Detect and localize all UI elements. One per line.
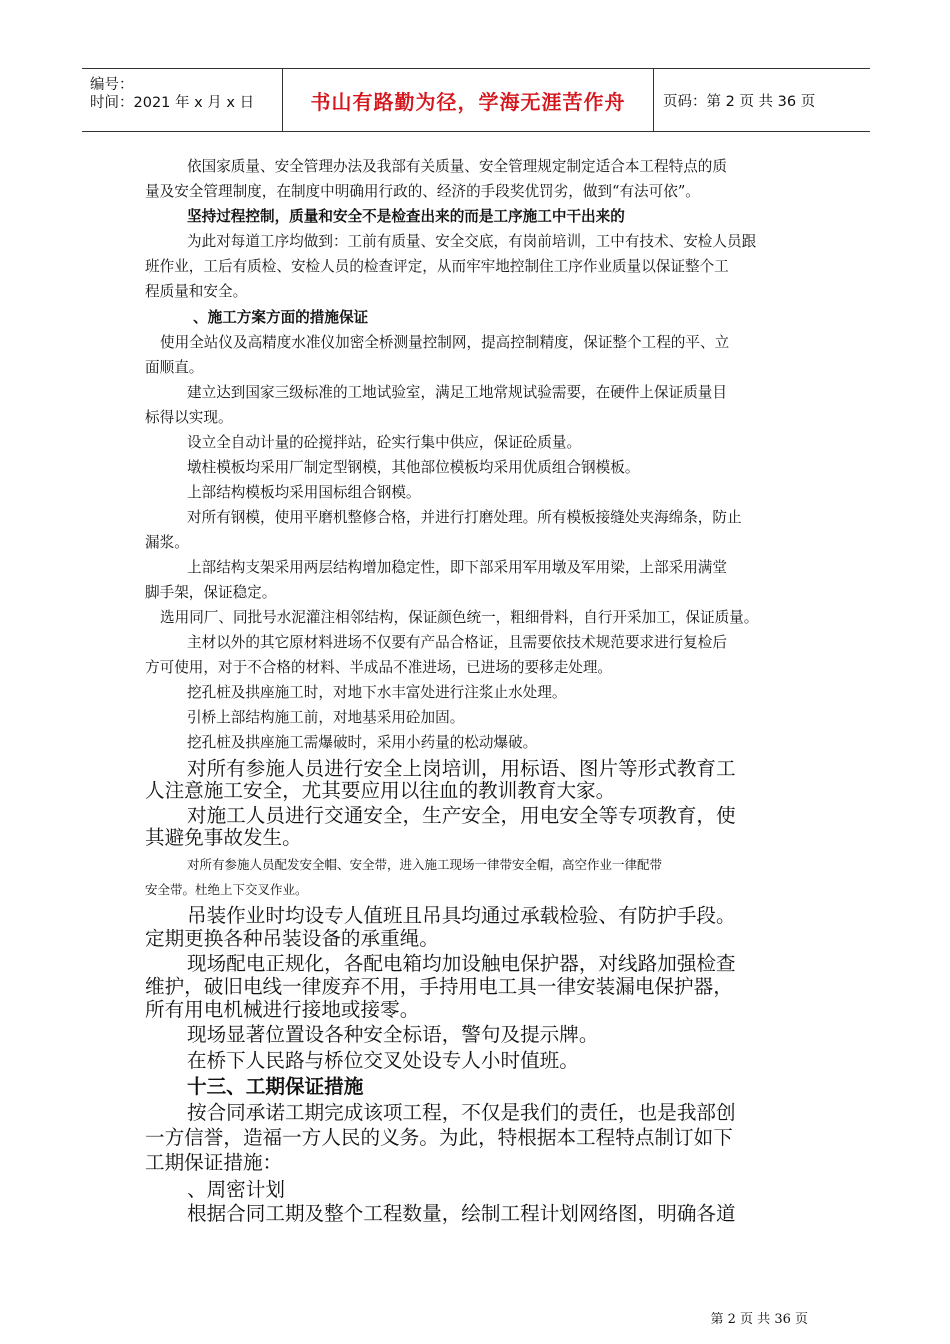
body-line: 标得以实现。 [145, 409, 233, 426]
body-line-large: 所有用电机械进行接地或接零。 [145, 998, 420, 1021]
body-line-large: 人注意施工安全，尤其要应用以往血的教训教育大家。 [145, 779, 616, 802]
chapter-heading: 十三、工期保证措施 [187, 1075, 364, 1098]
header-page-number: 页码：第 2 页 共 36 页 [663, 93, 816, 110]
body-line-large: 对所有参施人员进行安全上岗培训，用标语、图片等形式教育工 [187, 757, 736, 780]
body-line: 挖孔桩及拱座施工需爆破时，采用小药量的松动爆破。 [187, 734, 538, 751]
body-line: 对所有钢模，使用平磨机整修合格，并进行打磨处理。所有模板接缝处夹海绵条，防止 [187, 509, 742, 526]
section-heading: 坚持过程控制，质量和安全不是检查出来的而是工序施工中干出来的 [187, 208, 625, 225]
body-line: 选用同厂、同批号水泥灌注相邻结构，保证颜色统一，粗细骨料，自行开采加工，保证质量。 [160, 609, 759, 626]
body-line-large: 根据合同工期及整个工程数量，绘制工程计划网络图，明确各道 [187, 1202, 736, 1225]
page-header [82, 68, 870, 132]
header-motto-cell [282, 69, 654, 131]
body-line-large: 现场显著位置设各种安全标语，警句及提示牌。 [187, 1023, 599, 1046]
body-line: 上部结构支架采用两层结构增加稳定性，即下部采用军用墩及军用梁，上部采用满堂 [187, 559, 727, 576]
body-line: 为此对每道工序均做到：工前有质量、安全交底，有岗前培训，工中有技术、安检人员跟 [187, 233, 757, 250]
body-line-large: 对施工人员进行交通安全，生产安全，用电安全等专项教育，使 [187, 804, 736, 827]
body-line: 墩柱模板均采用厂制定型钢模，其他部位模板均采用优质组合钢模板。 [187, 459, 640, 476]
body-line: 挖孔桩及拱座施工时，对地下水丰富处进行注浆止水处理。 [187, 684, 567, 701]
body-line: 设立全自动计量的砼搅拌站，砼实行集中供应，保证砼质量。 [187, 434, 582, 451]
body-line-large: 一方信誉，造福一方人民的义务。为此，特根据本工程特点制订如下 [145, 1126, 733, 1149]
document-number: 编号： [90, 77, 134, 93]
body-line-small: 安全带。杜绝上下交叉作业。 [145, 882, 308, 897]
body-line: 面顺直。 [145, 359, 204, 376]
body-line-large: 维护，破旧电线一律废弃不用，手持用电工具一律安装漏电保护器， [145, 975, 733, 998]
body-line-large: 工期保证措施： [145, 1151, 283, 1174]
subsection-heading: 、周密计划 [187, 1178, 285, 1201]
body-line: 程质量和安全。 [145, 283, 248, 300]
body-line: 使用全站仪及高精度水准仪加密全桥测量控制网，提高控制精度，保证整个工程的平、立 [160, 334, 730, 351]
body-line-large: 按合同承诺工期完成该项工程，不仅是我们的责任，也是我部创 [187, 1101, 736, 1124]
body-line: 主材以外的其它原材料进场不仅要有产品合格证，且需要依技术规范要求进行复检后 [187, 634, 727, 651]
body-line: 漏浆。 [145, 534, 189, 551]
body-line-large: 吊装作业时均设专人值班且吊具均通过承载检验、有防护手段。 [187, 904, 736, 927]
header-meta-cell [82, 69, 282, 131]
body-line: 脚手架，保证稳定。 [145, 584, 277, 601]
body-line-large: 定期更换各种吊装设备的承重绳。 [145, 927, 439, 950]
body-line-large: 其避免事故发生。 [145, 826, 302, 849]
body-line-large: 现场配电正规化，各配电箱均加设触电保护器，对线路加强检查 [187, 952, 736, 975]
body-line: 方可使用，对于不合格的材料、半成品不准进场，已进场的要移走处理。 [145, 659, 613, 676]
body-line: 建立达到国家三级标准的工地试验室，满足工地常规试验需要，在硬件上保证质量目 [187, 384, 727, 401]
page-footer: 第 2 页 共 36 页 [710, 1312, 808, 1327]
body-line-small: 对所有参施人员配发安全帽、安全带，进入施工现场一律带安全帽，高空作业一律配带 [187, 857, 663, 872]
section-heading: 、施工方案方面的措施保证 [193, 309, 369, 326]
document-date: 时间：2021 年 x 月 x 日 [90, 95, 255, 111]
body-line: 量及安全管理制度，在制度中明确用行政的、经济的手段奖优罚劣，做到“有法可依”。 [145, 183, 700, 200]
body-line: 依国家质量、安全管理办法及我部有关质量、安全管理规定制定适合本工程特点的质 [187, 158, 727, 175]
header-motto: 书山有路勤为径，学海无涯苦作舟 [310, 89, 626, 114]
body-line: 引桥上部结构施工前，对地基采用砼加固。 [187, 709, 465, 726]
body-line: 上部结构模板均采用国标组合钢模。 [187, 484, 421, 501]
header-page-cell [653, 69, 870, 131]
body-line: 班作业，工后有质检、安检人员的检查评定，从而牢牢地控制住工序作业质量以保证整个工 [145, 258, 729, 275]
body-line-large: 在桥下人民路与桥位交叉处设专人小时值班。 [187, 1049, 579, 1072]
